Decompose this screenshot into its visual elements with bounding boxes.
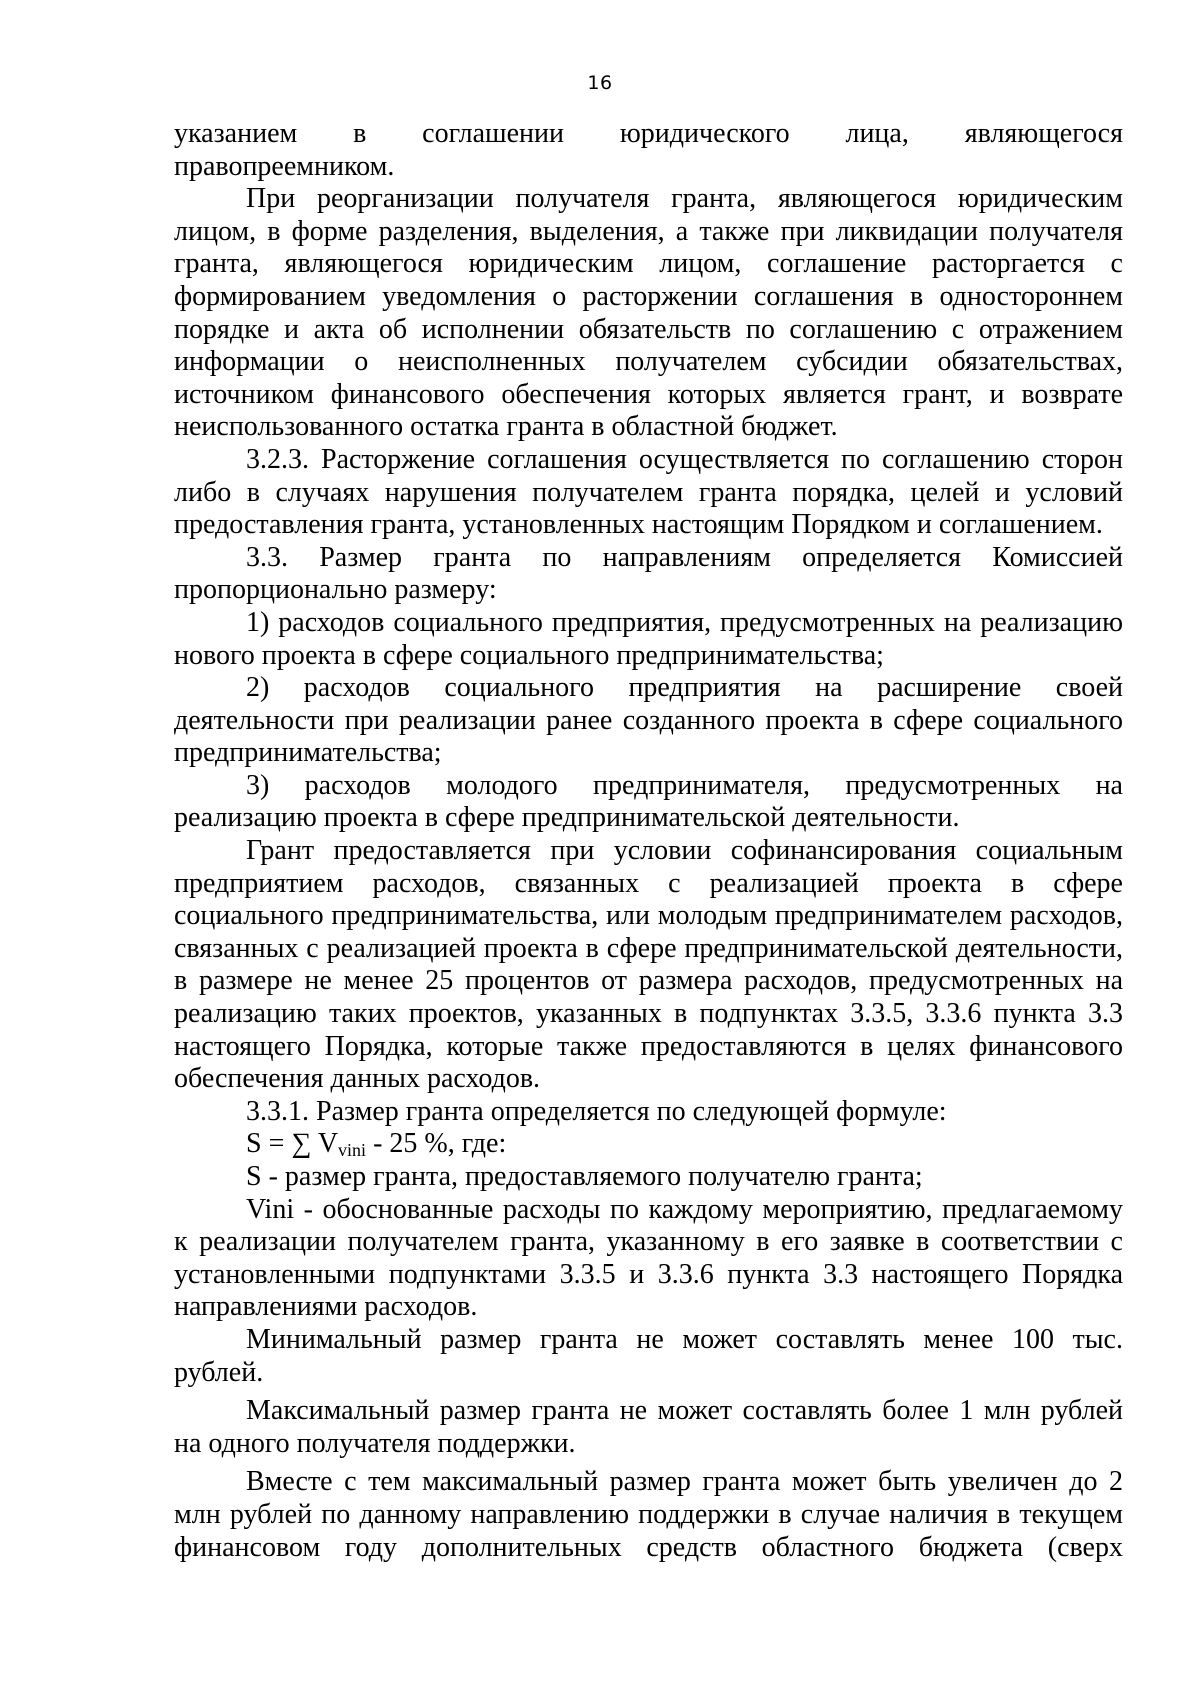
- document-body: [174, 118, 1123, 1564]
- formula-tail: - 25 %, где:: [366, 1128, 507, 1160]
- formula-main: S = ∑ V: [246, 1128, 339, 1160]
- paragraph-3-3: 3.3. Размер гранта по направлениям определяется Комиссией пропорционально размеру:: [174, 541, 1123, 606]
- list-item-3: 3) расходов молодого предпринимателя, предусмотренных на реализацию проекта в сфере предпринимательской деятельности.: [174, 769, 1123, 834]
- list-item-2: 2) расходов социального предприятия на расширение своей деятельности при реализации ранее созданного проекта в сфере социального предпринимательства;: [174, 672, 1123, 769]
- paragraph-increase-grant: Вместе с тем максимальный размер гранта может быть увеличен до 2 млн рублей по данному направлению поддержки в случае наличия в текущем финансовом году дополнительных средств областного бюджета (сверх: [174, 1466, 1123, 1563]
- paragraph-reorganization: При реорганизации получателя гранта, являющегося юридическим лицом, в форме разделения, выделения, а также при ликвидации получателя гранта, являющегося юридическим лицом, соглашение расторгается с формированием уведомления о расторжении соглашения в одностороннем порядке и акта об исполнении обязательств по соглашению с отражением информации о неисполненных получателем субсидии обязательствах, источником финансового обеспечения которых является грант, и возврате неиспользованного остатка гранта в областной бюджет.: [174, 183, 1123, 443]
- paragraph-3-2-3: 3.2.3. Расторжение соглашения осуществляется по соглашению сторон либо в случаях нарушения получателем гранта порядка, целей и условий предоставления гранта, установленных настоящим Порядком и соглашением.: [174, 443, 1123, 541]
- page-number: 16: [587, 72, 613, 94]
- paragraph-vini-definition: Vini - обоснованные расходы по каждому мероприятию, предлагаемому к реализации получателем гранта, указанному в его заявке в соответствии с установленными подпунктами 3.3.5 и 3.3.6 пункта 3.3 настоящего Порядка направлениями расходов.: [174, 1193, 1123, 1323]
- paragraph-minimum-grant: Минимальный размер гранта не может составлять менее 100 тыс. рублей.: [174, 1323, 1123, 1388]
- list-item-1: 1) расходов социального предприятия, предусмотренных на реализацию нового проекта в сфере социального предпринимательства;: [174, 606, 1123, 671]
- formula: [174, 1128, 1123, 1161]
- paragraph-cofinancing: Грант предоставляется при условии софинансирования социальным предприятием расходов, связанных с реализацией проекта в сфере социального предпринимательства, или молодым предпринимателем расходов, связанных с реализацией проекта в сфере предпринимательской деятельности, в размере не менее 25 процентов от размера расходов, предусмотренных на реализацию таких проектов, указанных в подпунктах 3.3.5, 3.3.6 пункта 3.3 настоящего Порядка, которые также предоставляются в целях финансового обеспечения данных расходов.: [174, 835, 1123, 1095]
- paragraph-1-line-1: указанием в соглашении юридического лица, являющегося: [174, 118, 1123, 149]
- paragraph-s-definition: S - размер гранта, предоставляемого получателю гранта;: [246, 1161, 923, 1192]
- paragraph-1-line-2: правопреемником.: [174, 150, 395, 182]
- paragraph-maximum-grant: Максимальный размер гранта не может составлять более 1 млн рублей на одного получателя поддержки.: [174, 1395, 1123, 1459]
- formula-subscript: vini: [338, 1140, 367, 1161]
- paragraph-3-3-1: 3.3.1. Размер гранта определяется по следующей формуле:: [246, 1095, 947, 1127]
